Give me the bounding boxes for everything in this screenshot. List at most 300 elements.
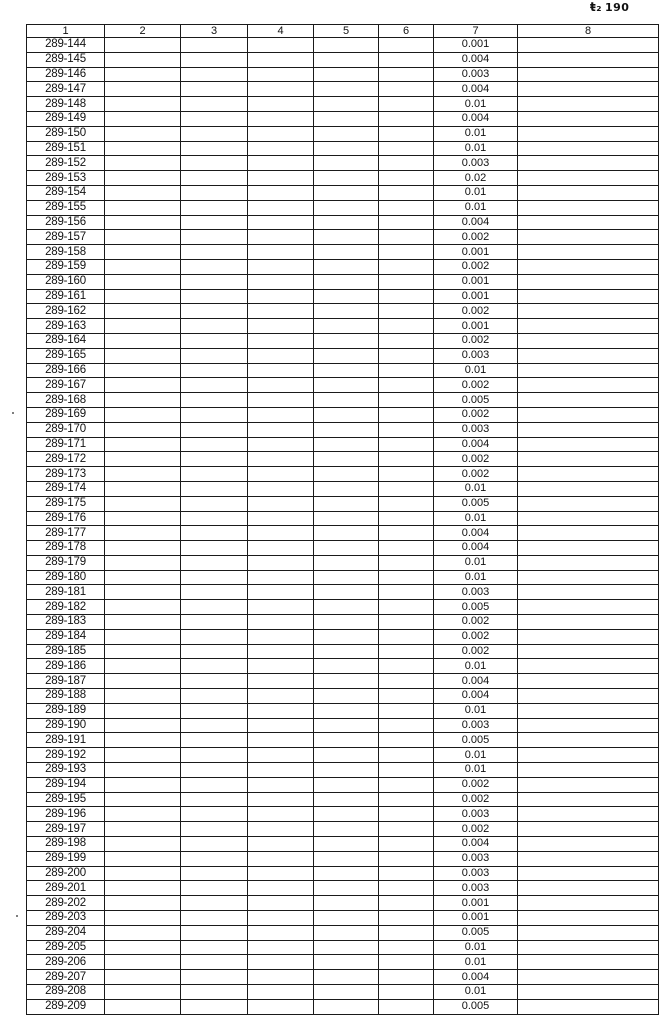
empty-cell-col-5 xyxy=(314,955,379,970)
table-row xyxy=(27,348,659,363)
empty-cell-col-6 xyxy=(379,452,434,467)
empty-cell-col-3 xyxy=(181,570,248,585)
empty-cell-col-4 xyxy=(248,689,314,704)
empty-cell-col-5 xyxy=(314,319,379,334)
row-id-cell: 289-178 xyxy=(27,541,105,556)
empty-cell-col-6 xyxy=(379,526,434,541)
empty-cell-col-5 xyxy=(314,67,379,82)
row-id-cell: 289-199 xyxy=(27,851,105,866)
empty-cell-col-4 xyxy=(248,156,314,171)
empty-cell-col-5 xyxy=(314,541,379,556)
empty-cell-col-5 xyxy=(314,422,379,437)
table-row xyxy=(27,718,659,733)
empty-cell-col-6 xyxy=(379,555,434,570)
empty-cell-col-4 xyxy=(248,733,314,748)
empty-cell-col-2 xyxy=(105,156,181,171)
value-cell: 0.004 xyxy=(434,541,518,556)
value-cell: 0.002 xyxy=(434,629,518,644)
row-id-cell: 289-201 xyxy=(27,881,105,896)
empty-cell-col-3 xyxy=(181,259,248,274)
table-row xyxy=(27,481,659,496)
empty-cell-col-3 xyxy=(181,733,248,748)
empty-cell-col-5 xyxy=(314,659,379,674)
row-id-cell: 289-209 xyxy=(27,999,105,1014)
empty-cell-col-5 xyxy=(314,925,379,940)
empty-cell-col-3 xyxy=(181,215,248,230)
empty-cell-col-2 xyxy=(105,911,181,926)
value-cell: 0.004 xyxy=(434,526,518,541)
empty-cell-col-4 xyxy=(248,763,314,778)
empty-cell-col-6 xyxy=(379,659,434,674)
empty-cell-col-4 xyxy=(248,378,314,393)
empty-cell-col-4 xyxy=(248,526,314,541)
empty-cell-col-5 xyxy=(314,940,379,955)
empty-cell-col-4 xyxy=(248,911,314,926)
empty-cell-col-6 xyxy=(379,689,434,704)
row-id-cell: 289-182 xyxy=(27,600,105,615)
row-id-cell: 289-153 xyxy=(27,171,105,186)
table-row xyxy=(27,185,659,200)
empty-cell-col-6 xyxy=(379,171,434,186)
table-row xyxy=(27,363,659,378)
empty-cell-col-6 xyxy=(379,481,434,496)
empty-cell-col-8 xyxy=(518,496,659,511)
empty-cell-col-8 xyxy=(518,245,659,260)
empty-cell-col-2 xyxy=(105,333,181,348)
value-cell: 0.002 xyxy=(434,467,518,482)
empty-cell-col-8 xyxy=(518,111,659,126)
empty-cell-col-6 xyxy=(379,200,434,215)
empty-cell-col-3 xyxy=(181,481,248,496)
empty-cell-col-6 xyxy=(379,245,434,260)
empty-cell-col-3 xyxy=(181,422,248,437)
row-id-cell: 289-163 xyxy=(27,319,105,334)
empty-cell-col-4 xyxy=(248,940,314,955)
table-row xyxy=(27,422,659,437)
empty-cell-col-3 xyxy=(181,999,248,1014)
empty-cell-col-8 xyxy=(518,822,659,837)
empty-cell-col-8 xyxy=(518,940,659,955)
empty-cell-col-2 xyxy=(105,777,181,792)
table-row xyxy=(27,259,659,274)
empty-cell-col-3 xyxy=(181,452,248,467)
empty-cell-col-6 xyxy=(379,629,434,644)
empty-cell-col-4 xyxy=(248,333,314,348)
empty-cell-col-2 xyxy=(105,126,181,141)
empty-cell-col-4 xyxy=(248,407,314,422)
row-id-cell: 289-208 xyxy=(27,985,105,1000)
table-row xyxy=(27,126,659,141)
empty-cell-col-5 xyxy=(314,348,379,363)
empty-cell-col-3 xyxy=(181,274,248,289)
table-row xyxy=(27,733,659,748)
empty-cell-col-8 xyxy=(518,304,659,319)
row-id-cell: 289-161 xyxy=(27,289,105,304)
empty-cell-col-2 xyxy=(105,245,181,260)
value-cell: 0.005 xyxy=(434,600,518,615)
empty-cell-col-2 xyxy=(105,585,181,600)
table-row xyxy=(27,378,659,393)
row-id-cell: 289-169 xyxy=(27,407,105,422)
empty-cell-col-5 xyxy=(314,792,379,807)
empty-cell-col-6 xyxy=(379,999,434,1014)
empty-cell-col-2 xyxy=(105,570,181,585)
empty-cell-col-6 xyxy=(379,111,434,126)
empty-cell-col-3 xyxy=(181,837,248,852)
empty-cell-col-3 xyxy=(181,111,248,126)
table-row xyxy=(27,230,659,245)
empty-cell-col-4 xyxy=(248,718,314,733)
value-cell: 0.01 xyxy=(434,141,518,156)
empty-cell-col-5 xyxy=(314,393,379,408)
column-header-1: 1 xyxy=(27,25,105,38)
table-row xyxy=(27,171,659,186)
empty-cell-col-6 xyxy=(379,333,434,348)
row-id-cell: 289-148 xyxy=(27,97,105,112)
empty-cell-col-2 xyxy=(105,881,181,896)
empty-cell-col-2 xyxy=(105,955,181,970)
empty-cell-col-4 xyxy=(248,259,314,274)
empty-cell-col-4 xyxy=(248,985,314,1000)
empty-cell-col-8 xyxy=(518,407,659,422)
row-id-cell: 289-175 xyxy=(27,496,105,511)
value-cell: 0.01 xyxy=(434,97,518,112)
empty-cell-col-6 xyxy=(379,970,434,985)
empty-cell-col-3 xyxy=(181,970,248,985)
table-row xyxy=(27,837,659,852)
empty-cell-col-3 xyxy=(181,38,248,53)
empty-cell-col-2 xyxy=(105,615,181,630)
empty-cell-col-4 xyxy=(248,481,314,496)
empty-cell-col-4 xyxy=(248,600,314,615)
row-id-cell: 289-156 xyxy=(27,215,105,230)
row-id-cell: 289-167 xyxy=(27,378,105,393)
empty-cell-col-2 xyxy=(105,259,181,274)
empty-cell-col-6 xyxy=(379,185,434,200)
empty-cell-col-5 xyxy=(314,141,379,156)
empty-cell-col-6 xyxy=(379,866,434,881)
empty-cell-col-2 xyxy=(105,200,181,215)
empty-cell-col-6 xyxy=(379,837,434,852)
row-id-cell: 289-180 xyxy=(27,570,105,585)
empty-cell-col-3 xyxy=(181,407,248,422)
empty-cell-col-2 xyxy=(105,407,181,422)
empty-cell-col-4 xyxy=(248,215,314,230)
empty-cell-col-8 xyxy=(518,185,659,200)
row-id-cell: 289-181 xyxy=(27,585,105,600)
empty-cell-col-5 xyxy=(314,215,379,230)
value-cell: 0.01 xyxy=(434,659,518,674)
empty-cell-col-5 xyxy=(314,289,379,304)
row-id-cell: 289-144 xyxy=(27,38,105,53)
empty-cell-col-3 xyxy=(181,52,248,67)
table-row xyxy=(27,940,659,955)
empty-cell-col-4 xyxy=(248,126,314,141)
empty-cell-col-8 xyxy=(518,777,659,792)
empty-cell-col-8 xyxy=(518,141,659,156)
empty-cell-col-8 xyxy=(518,467,659,482)
row-id-cell: 289-160 xyxy=(27,274,105,289)
empty-cell-col-2 xyxy=(105,452,181,467)
empty-cell-col-5 xyxy=(314,200,379,215)
empty-cell-col-8 xyxy=(518,274,659,289)
value-cell: 0.01 xyxy=(434,185,518,200)
table-row xyxy=(27,896,659,911)
value-cell: 0.003 xyxy=(434,348,518,363)
empty-cell-col-3 xyxy=(181,526,248,541)
value-cell: 0.005 xyxy=(434,496,518,511)
empty-cell-col-5 xyxy=(314,851,379,866)
value-cell: 0.003 xyxy=(434,866,518,881)
empty-cell-col-6 xyxy=(379,644,434,659)
empty-cell-col-4 xyxy=(248,230,314,245)
empty-cell-col-4 xyxy=(248,644,314,659)
empty-cell-col-2 xyxy=(105,718,181,733)
table-row xyxy=(27,822,659,837)
empty-cell-col-8 xyxy=(518,837,659,852)
empty-cell-col-8 xyxy=(518,629,659,644)
table-row xyxy=(27,925,659,940)
table-row xyxy=(27,985,659,1000)
empty-cell-col-8 xyxy=(518,437,659,452)
empty-cell-col-5 xyxy=(314,156,379,171)
empty-cell-col-5 xyxy=(314,748,379,763)
empty-cell-col-5 xyxy=(314,674,379,689)
empty-cell-col-3 xyxy=(181,156,248,171)
empty-cell-col-3 xyxy=(181,82,248,97)
value-cell: 0.004 xyxy=(434,111,518,126)
empty-cell-col-2 xyxy=(105,319,181,334)
empty-cell-col-6 xyxy=(379,422,434,437)
value-cell: 0.002 xyxy=(434,615,518,630)
empty-cell-col-6 xyxy=(379,703,434,718)
table-row xyxy=(27,52,659,67)
table-row xyxy=(27,881,659,896)
empty-cell-col-4 xyxy=(248,541,314,556)
empty-cell-col-4 xyxy=(248,185,314,200)
empty-cell-col-6 xyxy=(379,141,434,156)
empty-cell-col-2 xyxy=(105,837,181,852)
row-id-cell: 289-187 xyxy=(27,674,105,689)
empty-cell-col-5 xyxy=(314,896,379,911)
column-header-7: 7 xyxy=(434,25,518,38)
row-id-cell: 289-197 xyxy=(27,822,105,837)
empty-cell-col-8 xyxy=(518,985,659,1000)
empty-cell-col-5 xyxy=(314,437,379,452)
empty-cell-col-3 xyxy=(181,230,248,245)
value-cell: 0.002 xyxy=(434,259,518,274)
empty-cell-col-4 xyxy=(248,615,314,630)
value-cell: 0.01 xyxy=(434,363,518,378)
empty-cell-col-8 xyxy=(518,259,659,274)
empty-cell-col-3 xyxy=(181,940,248,955)
empty-cell-col-3 xyxy=(181,319,248,334)
empty-cell-col-2 xyxy=(105,97,181,112)
empty-cell-col-4 xyxy=(248,111,314,126)
table-row xyxy=(27,955,659,970)
empty-cell-col-6 xyxy=(379,496,434,511)
empty-cell-col-2 xyxy=(105,925,181,940)
value-cell: 0.005 xyxy=(434,393,518,408)
value-cell: 0.01 xyxy=(434,511,518,526)
empty-cell-col-6 xyxy=(379,674,434,689)
table-row xyxy=(27,82,659,97)
empty-cell-col-4 xyxy=(248,837,314,852)
empty-cell-col-6 xyxy=(379,289,434,304)
empty-cell-col-6 xyxy=(379,792,434,807)
value-cell: 0.003 xyxy=(434,718,518,733)
table-row xyxy=(27,393,659,408)
empty-cell-col-8 xyxy=(518,555,659,570)
table-row xyxy=(27,541,659,556)
empty-cell-col-4 xyxy=(248,851,314,866)
empty-cell-col-6 xyxy=(379,615,434,630)
empty-cell-col-3 xyxy=(181,615,248,630)
empty-cell-col-8 xyxy=(518,925,659,940)
empty-cell-col-6 xyxy=(379,718,434,733)
empty-cell-col-6 xyxy=(379,52,434,67)
empty-cell-col-6 xyxy=(379,733,434,748)
empty-cell-col-3 xyxy=(181,200,248,215)
empty-cell-col-4 xyxy=(248,629,314,644)
empty-cell-col-6 xyxy=(379,407,434,422)
empty-cell-col-6 xyxy=(379,585,434,600)
empty-cell-col-8 xyxy=(518,52,659,67)
empty-cell-col-8 xyxy=(518,792,659,807)
value-cell: 0.01 xyxy=(434,748,518,763)
table-row xyxy=(27,97,659,112)
value-cell: 0.01 xyxy=(434,570,518,585)
empty-cell-col-8 xyxy=(518,171,659,186)
empty-cell-col-2 xyxy=(105,748,181,763)
empty-cell-col-5 xyxy=(314,881,379,896)
page-number-value: 190 xyxy=(605,1,630,14)
empty-cell-col-3 xyxy=(181,822,248,837)
header-row xyxy=(27,25,659,38)
table-row xyxy=(27,496,659,511)
row-id-cell: 289-190 xyxy=(27,718,105,733)
empty-cell-col-6 xyxy=(379,911,434,926)
empty-cell-col-5 xyxy=(314,807,379,822)
empty-cell-col-8 xyxy=(518,82,659,97)
empty-cell-col-8 xyxy=(518,38,659,53)
empty-cell-col-3 xyxy=(181,925,248,940)
empty-cell-col-4 xyxy=(248,82,314,97)
empty-cell-col-4 xyxy=(248,807,314,822)
empty-cell-col-3 xyxy=(181,393,248,408)
row-id-cell: 289-179 xyxy=(27,555,105,570)
column-header-8: 8 xyxy=(518,25,659,38)
value-cell: 0.02 xyxy=(434,171,518,186)
empty-cell-col-4 xyxy=(248,467,314,482)
empty-cell-col-8 xyxy=(518,378,659,393)
column-header-6: 6 xyxy=(379,25,434,38)
empty-cell-col-6 xyxy=(379,541,434,556)
row-id-cell: 289-166 xyxy=(27,363,105,378)
table-row xyxy=(27,659,659,674)
row-id-cell: 289-195 xyxy=(27,792,105,807)
empty-cell-col-2 xyxy=(105,230,181,245)
empty-cell-col-2 xyxy=(105,185,181,200)
table-row xyxy=(27,38,659,53)
row-id-cell: 289-193 xyxy=(27,763,105,778)
empty-cell-col-4 xyxy=(248,925,314,940)
value-cell: 0.01 xyxy=(434,703,518,718)
value-cell: 0.003 xyxy=(434,851,518,866)
value-cell: 0.002 xyxy=(434,777,518,792)
empty-cell-col-2 xyxy=(105,940,181,955)
empty-cell-col-6 xyxy=(379,259,434,274)
empty-cell-col-4 xyxy=(248,171,314,186)
value-cell: 0.001 xyxy=(434,896,518,911)
empty-cell-col-6 xyxy=(379,363,434,378)
empty-cell-col-2 xyxy=(105,896,181,911)
empty-cell-col-2 xyxy=(105,171,181,186)
empty-cell-col-5 xyxy=(314,718,379,733)
row-id-cell: 289-206 xyxy=(27,955,105,970)
empty-cell-col-8 xyxy=(518,999,659,1014)
table-row xyxy=(27,111,659,126)
empty-cell-col-3 xyxy=(181,644,248,659)
empty-cell-col-5 xyxy=(314,333,379,348)
empty-cell-col-3 xyxy=(181,363,248,378)
value-cell: 0.004 xyxy=(434,837,518,852)
table-row xyxy=(27,911,659,926)
empty-cell-col-8 xyxy=(518,881,659,896)
empty-cell-col-2 xyxy=(105,763,181,778)
table-row xyxy=(27,407,659,422)
empty-cell-col-3 xyxy=(181,777,248,792)
empty-cell-col-2 xyxy=(105,985,181,1000)
empty-cell-col-2 xyxy=(105,511,181,526)
value-cell: 0.001 xyxy=(434,911,518,926)
empty-cell-col-8 xyxy=(518,541,659,556)
table-row xyxy=(27,141,659,156)
empty-cell-col-4 xyxy=(248,555,314,570)
empty-cell-col-8 xyxy=(518,230,659,245)
empty-cell-col-8 xyxy=(518,452,659,467)
empty-cell-col-2 xyxy=(105,792,181,807)
column-header-2: 2 xyxy=(105,25,181,38)
scan-speck xyxy=(12,412,14,414)
empty-cell-col-2 xyxy=(105,822,181,837)
empty-cell-col-2 xyxy=(105,600,181,615)
empty-cell-col-6 xyxy=(379,467,434,482)
empty-cell-col-3 xyxy=(181,97,248,112)
empty-cell-col-6 xyxy=(379,748,434,763)
empty-cell-col-8 xyxy=(518,851,659,866)
empty-cell-col-8 xyxy=(518,615,659,630)
row-id-cell: 289-146 xyxy=(27,67,105,82)
empty-cell-col-6 xyxy=(379,570,434,585)
value-cell: 0.005 xyxy=(434,999,518,1014)
table-row xyxy=(27,851,659,866)
empty-cell-col-8 xyxy=(518,911,659,926)
empty-cell-col-3 xyxy=(181,629,248,644)
empty-cell-col-3 xyxy=(181,911,248,926)
empty-cell-col-5 xyxy=(314,644,379,659)
empty-cell-col-5 xyxy=(314,407,379,422)
empty-cell-col-8 xyxy=(518,526,659,541)
empty-cell-col-5 xyxy=(314,111,379,126)
row-id-cell: 289-202 xyxy=(27,896,105,911)
table-row xyxy=(27,274,659,289)
empty-cell-col-3 xyxy=(181,289,248,304)
row-id-cell: 289-168 xyxy=(27,393,105,408)
empty-cell-col-2 xyxy=(105,851,181,866)
empty-cell-col-3 xyxy=(181,689,248,704)
value-cell: 0.003 xyxy=(434,422,518,437)
